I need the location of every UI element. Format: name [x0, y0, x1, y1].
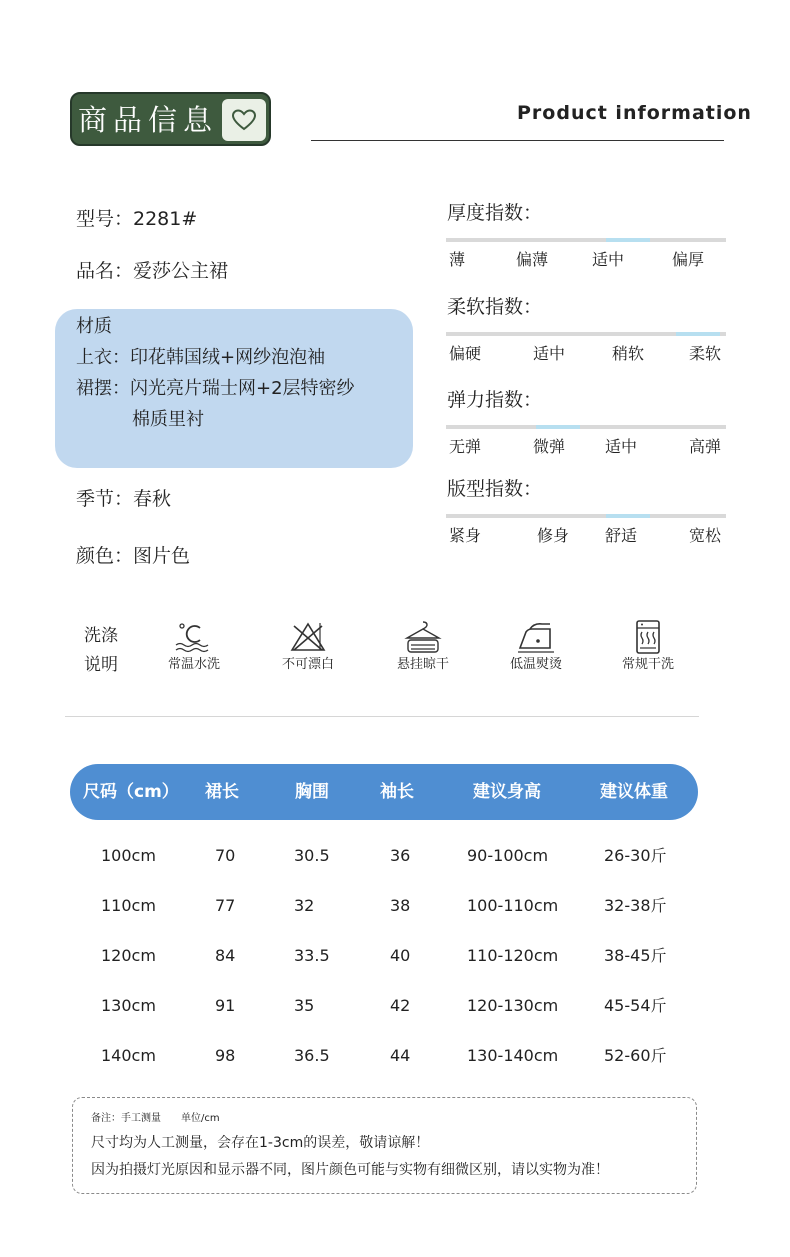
column-header: 尺码（cm）	[83, 782, 179, 802]
note-line: 因为拍摄灯光原因和显示器不同，图片颜色可能与实物有细微区别，请以实物为准！	[91, 1162, 609, 1178]
index-label: 偏硬	[449, 344, 482, 363]
washing-label: 低温熨烫	[509, 657, 562, 672]
index-label: 偏厚	[672, 250, 705, 269]
index-label: 微弹	[533, 437, 566, 456]
table-cell: 36	[390, 846, 411, 865]
table-cell: 33.5	[294, 946, 330, 965]
table-cell: 100-110cm	[467, 896, 559, 915]
table-cell: 36.5	[294, 1046, 330, 1065]
index-label: 适中	[592, 250, 625, 269]
table-cell: 38	[390, 896, 411, 915]
thickness-index-bar	[446, 238, 726, 242]
index-label: 稍软	[612, 344, 645, 363]
table-cell: 38-45斤	[604, 946, 667, 965]
color-text: 颜色：图片色	[76, 545, 191, 567]
washing-item	[373, 620, 473, 674]
note-line: 尺寸均为人工测量，会存在1-3cm的误差，敬请谅解！	[91, 1135, 430, 1151]
index-label: 适中	[533, 344, 566, 363]
table-cell: 42	[390, 996, 411, 1015]
warm-water-wash-icon	[174, 620, 214, 654]
heart-icon	[222, 99, 266, 141]
index-label: 柔软	[689, 344, 722, 363]
table-cell: 32-38斤	[604, 896, 667, 915]
index-marker	[606, 514, 650, 518]
washing-title: 说明	[84, 655, 118, 675]
material-skirt: 裙摆：闪光亮片瑞士网+2层特密纱	[76, 378, 355, 399]
index-marker	[676, 332, 720, 336]
no-bleach-icon	[288, 620, 328, 654]
table-cell: 70	[215, 846, 236, 865]
washing-title: 洗涤	[84, 626, 118, 646]
column-header: 袖长	[380, 782, 414, 802]
washing-item	[144, 620, 244, 674]
index-label: 适中	[605, 437, 638, 456]
table-cell: 45-54斤	[604, 996, 667, 1015]
thickness-index-title: 厚度指数：	[447, 202, 543, 224]
model-text: 型号：2281#	[76, 208, 198, 230]
elasticity-index-bar	[446, 425, 726, 429]
dry-clean-icon	[628, 620, 668, 654]
index-label: 紧身	[449, 526, 482, 545]
material-lining: 棉质里衬	[132, 409, 204, 430]
table-cell: 130-140cm	[467, 1046, 559, 1065]
table-cell: 30.5	[294, 846, 330, 865]
softness-index-title: 柔软指数：	[447, 296, 543, 318]
table-cell: 130cm	[101, 996, 156, 1015]
index-marker	[536, 425, 580, 429]
fit-index-bar	[446, 514, 726, 518]
table-cell: 91	[215, 996, 236, 1015]
size-table-header	[70, 764, 698, 820]
index-label: 薄	[449, 250, 466, 269]
index-label: 修身	[537, 526, 570, 545]
index-label: 高弹	[689, 437, 722, 456]
table-cell: 44	[390, 1046, 411, 1065]
column-header: 胸围	[295, 782, 329, 802]
material-top: 上衣：印花韩国绒+网纱泡泡袖	[76, 347, 326, 368]
table-cell: 98	[215, 1046, 236, 1065]
washing-label: 常规干洗	[621, 657, 674, 672]
softness-index-bar	[446, 332, 726, 336]
index-label: 宽松	[689, 526, 722, 545]
fit-index-title: 版型指数：	[447, 478, 543, 500]
column-header: 建议体重	[600, 782, 668, 802]
section-title: 商品信息	[78, 103, 219, 137]
table-cell: 140cm	[101, 1046, 156, 1065]
table-cell: 120cm	[101, 946, 156, 965]
table-cell: 110cm	[101, 896, 156, 915]
table-cell: 110-120cm	[467, 946, 559, 965]
table-cell: 84	[215, 946, 236, 965]
table-cell: 35	[294, 996, 315, 1015]
washing-label: 不可漂白	[281, 657, 334, 672]
index-label: 舒适	[605, 526, 638, 545]
section-title-en: Product information	[517, 102, 752, 124]
table-cell: 32	[294, 896, 315, 915]
washing-label: 悬挂晾干	[396, 657, 449, 672]
table-cell: 120-130cm	[467, 996, 559, 1015]
index-label: 无弹	[449, 437, 482, 456]
note-unit: 备注：手工测量 单位/cm	[91, 1113, 220, 1124]
table-cell: 100cm	[101, 846, 156, 865]
washing-item	[598, 620, 698, 674]
hang-dry-icon	[403, 620, 443, 654]
elasticity-index-title: 弹力指数：	[447, 389, 543, 411]
washing-item	[258, 620, 358, 674]
low-temp-iron-icon	[516, 620, 556, 654]
column-header: 裙长	[205, 782, 239, 802]
season-text: 季节：春秋	[76, 488, 172, 510]
section-divider	[65, 716, 699, 717]
table-cell: 26-30斤	[604, 846, 667, 865]
washing-label: 常温水洗	[167, 657, 220, 672]
column-header: 建议身高	[473, 782, 541, 802]
index-marker	[606, 238, 650, 242]
table-cell: 52-60斤	[604, 1046, 667, 1065]
header-divider	[311, 140, 724, 141]
product-name-text: 品名：爱莎公主裙	[76, 260, 229, 282]
table-cell: 77	[215, 896, 236, 915]
material-title: 材质	[76, 316, 112, 337]
washing-item	[486, 620, 586, 674]
table-cell: 90-100cm	[467, 846, 549, 865]
table-cell: 40	[390, 946, 411, 965]
index-label: 偏薄	[516, 250, 549, 269]
